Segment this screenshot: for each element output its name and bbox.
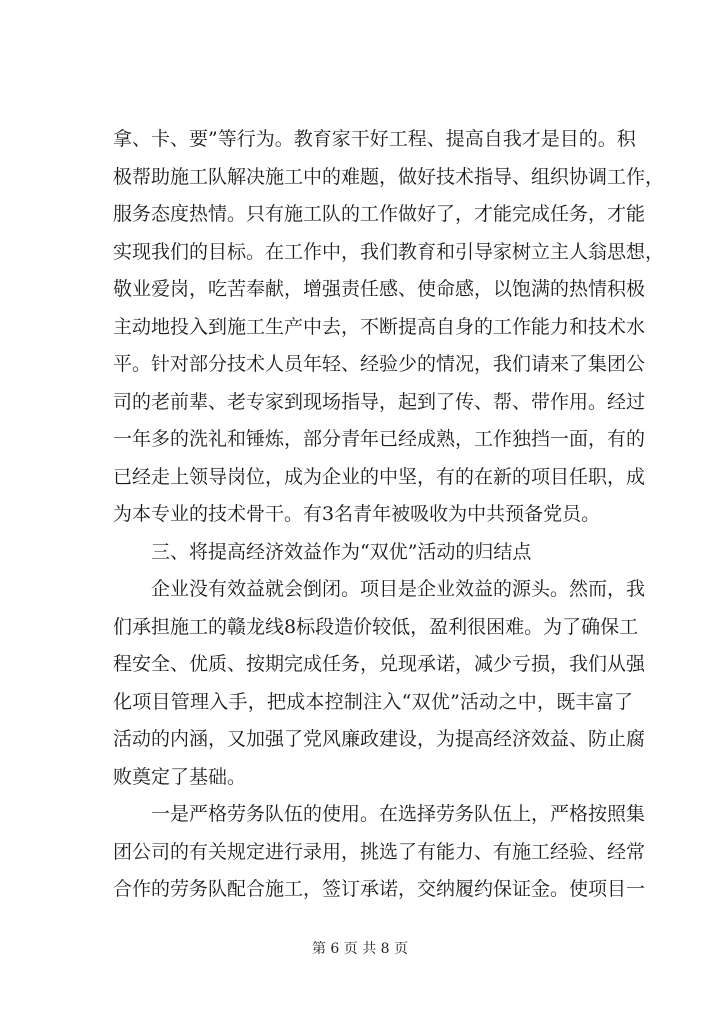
text-line: 败奠定了基础。 <box>113 765 247 788</box>
page-footer: 第 6 页 共 8 页 <box>311 941 409 957</box>
text-line: 一年多的洗礼和锤炼，部分青年已经成熟，工作独挡一面，有的 <box>113 428 646 450</box>
text-line: 主动地投入到施工生产中去，不断提高自身的工作能力和技术水 <box>113 315 646 338</box>
text-line: 已经走上领导岗位，成为企业的中坚，有的在新的项目任职，成 <box>113 465 646 488</box>
text-line: 化项目管理入手，把成本控制注入“双优”活动之中，既丰富了 <box>113 690 633 713</box>
text-line: 合作的劳务队配合施工，签订承诺，交纳履约保证金。使项目一 <box>113 878 646 900</box>
text-line: 敬业爱岗，吃苦奉献，增强责任感、使命感，以饱满的热情积极 <box>113 278 646 300</box>
text-line: 团公司的有关规定进行录用，挑选了有能力、有施工经验、经常 <box>113 840 646 863</box>
text-line: 司的老前辈、老专家到现场指导，起到了传、帮、带作用。经过 <box>113 390 646 413</box>
text-line: 一是严格劳务队伍的使用。在选择劳务队伍上，严格按照集 <box>113 803 646 825</box>
text-line: 服务态度热情。只有施工队的工作做好了，才能完成任务，才能 <box>113 203 646 225</box>
text-line: 企业没有效益就会倒闭。项目是企业效益的源头。然而，我 <box>113 578 646 600</box>
text-line: 极帮助施工队解决施工中的难题，做好技术指导、组织协调工作， <box>113 165 665 188</box>
text-line: 平。针对部分技术人员年轻、经验少的情况，我们请来了集团公 <box>113 353 646 375</box>
text-line: 们承担施工的赣龙线8标段造价较低，盈利很困难。为了确保工 <box>113 615 639 638</box>
text-line: 拿、卡、要”等行为。教育家干好工程、提高自我才是目的。积 <box>113 128 636 150</box>
text-line: 三、将提高经济效益作为“双优”活动的归结点 <box>113 540 532 563</box>
text-line: 为本专业的技术骨干。有3名青年被吸收为中共预备党员。 <box>113 503 601 525</box>
body-text <box>113 121 665 909</box>
text-line: 程安全、优质、按期完成任务，兑现承诺，减少亏损，我们从强 <box>113 653 646 675</box>
text-line: 活动的内涵，又加强了党风廉政建设，为提高经济效益、防止腐 <box>113 728 646 750</box>
text-line: 实现我们的目标。在工作中，我们教育和引导家树立主人翁思想， <box>113 240 665 263</box>
